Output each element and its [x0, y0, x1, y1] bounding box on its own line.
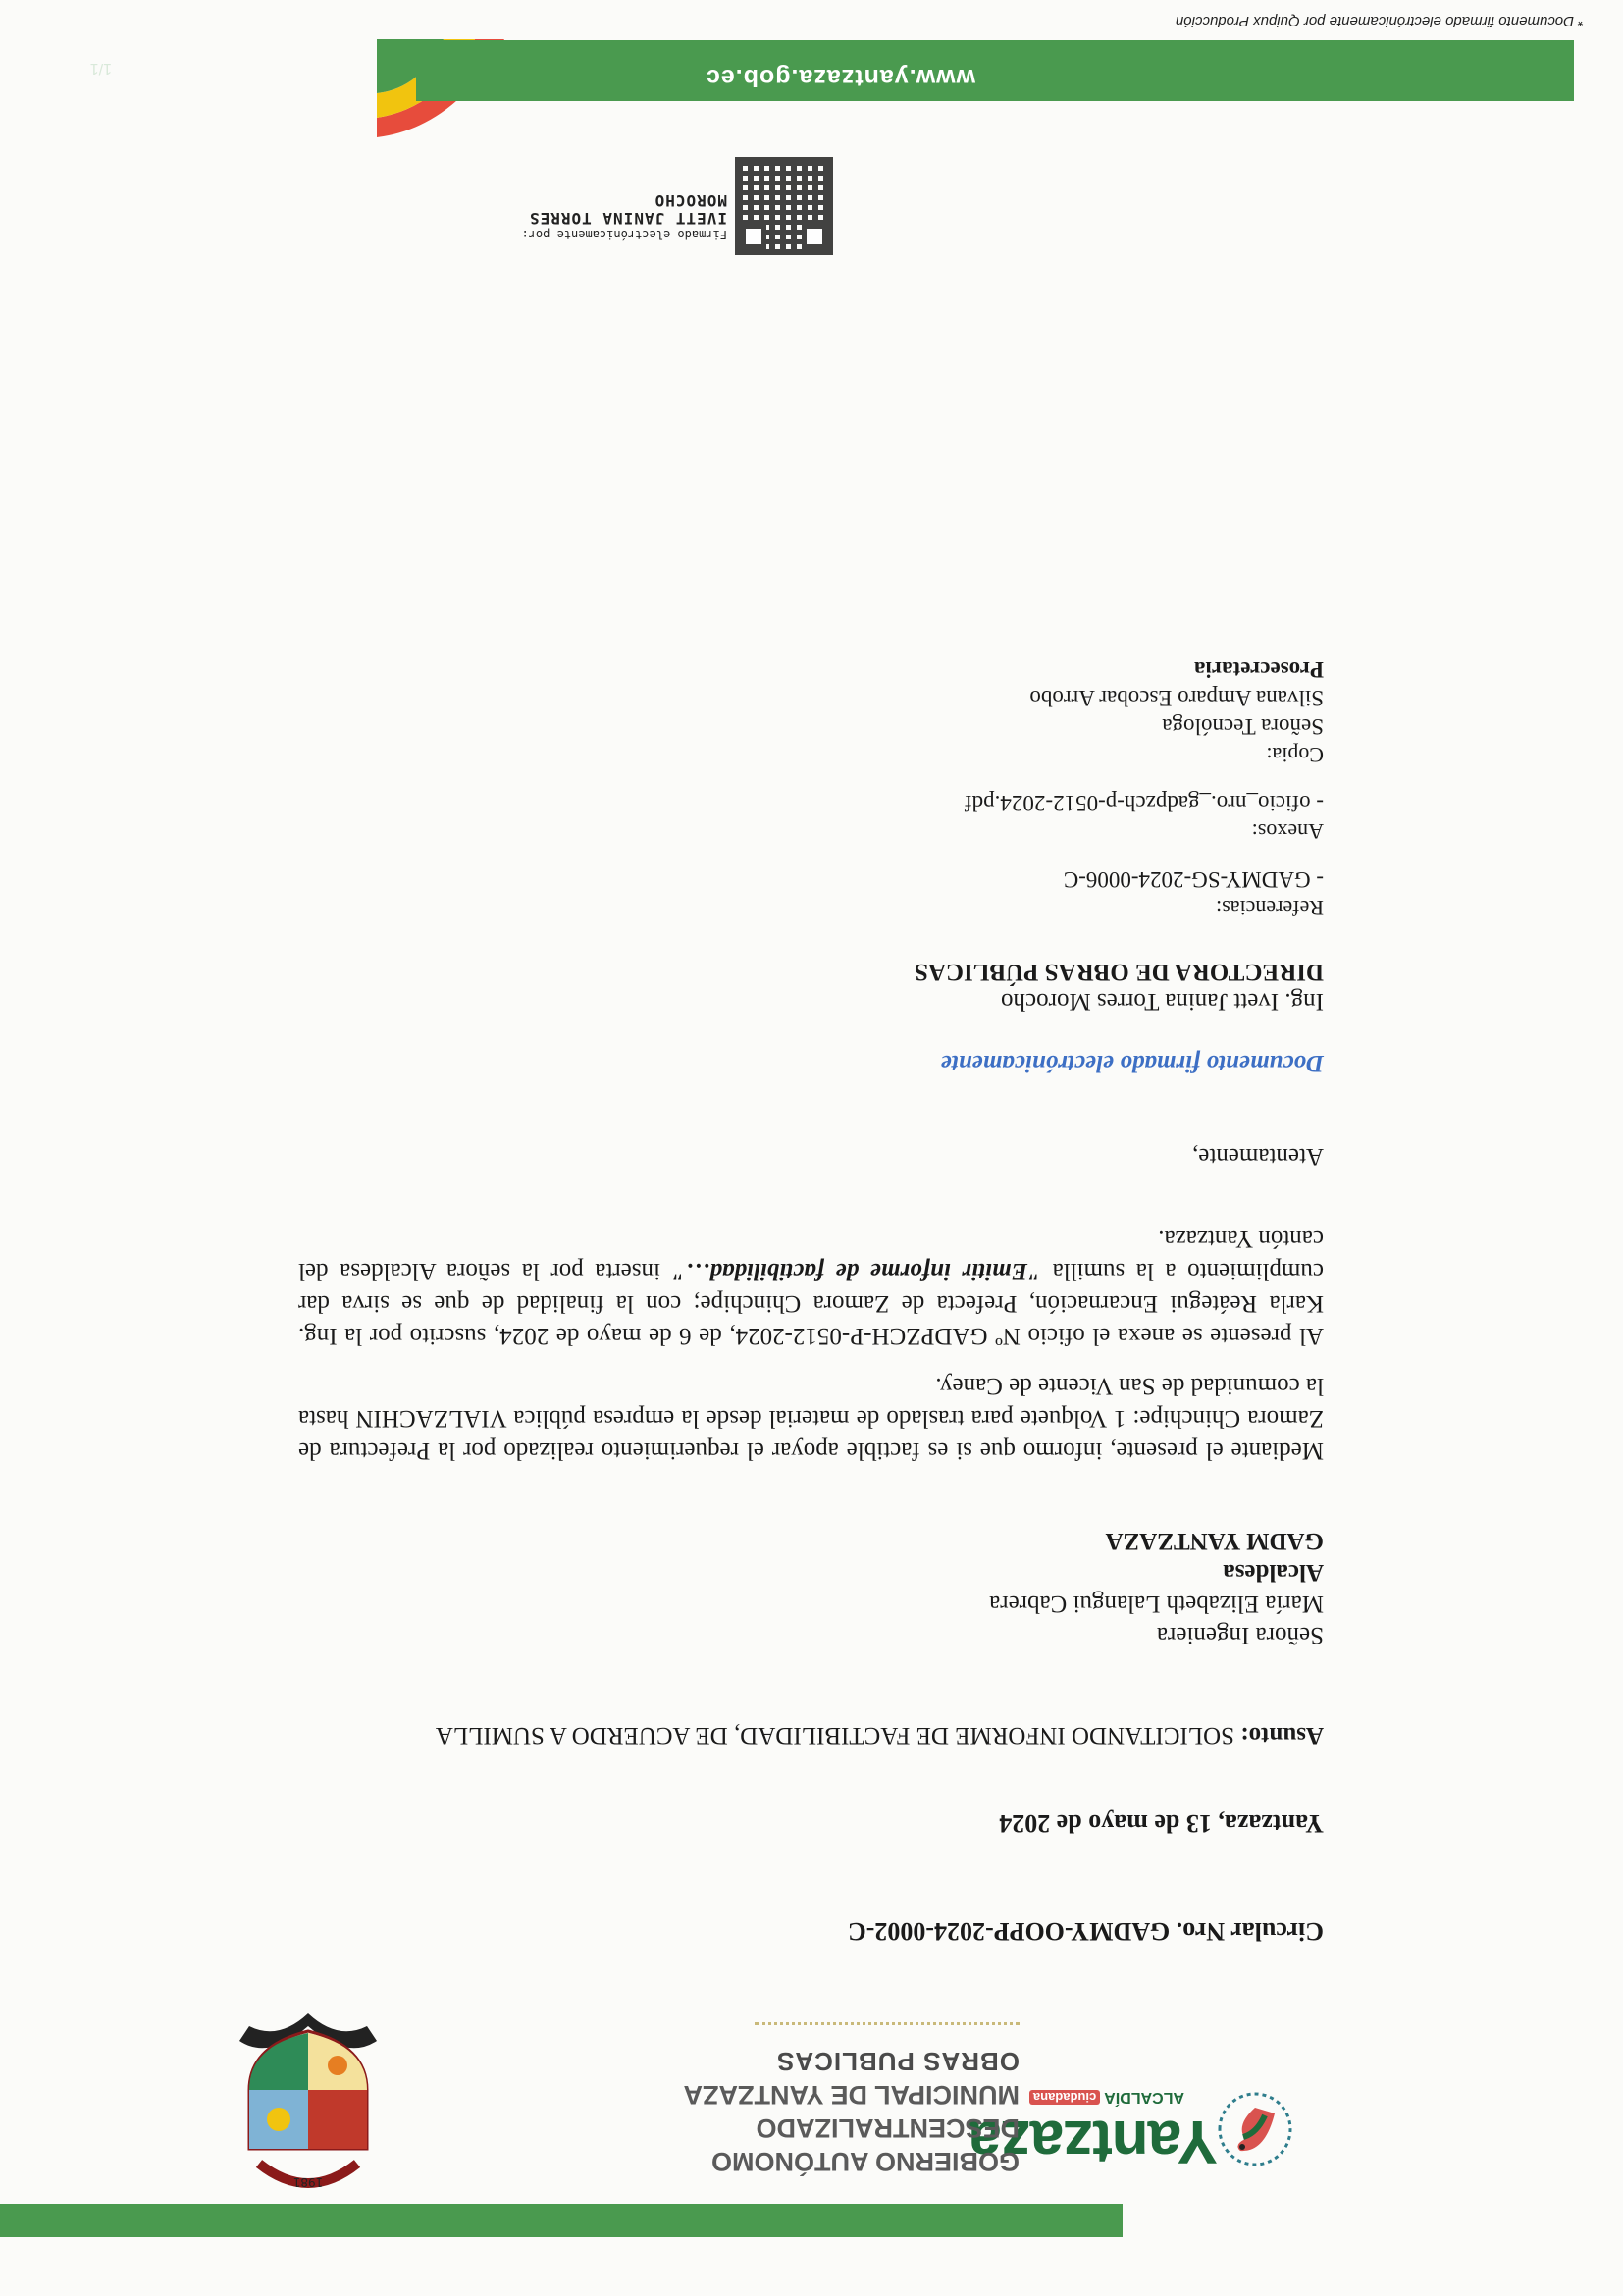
footer-green-bar: [416, 40, 1574, 101]
references-value: - GADMY-SG-2024-0006-C: [1063, 867, 1324, 892]
paragraph-1: Mediante el presente, informo que si es factible apoyar el requerimiento realizado por la Prefectura de Zamora Chinchipe: 1 Volquete para traslado de material desde la empresa pública VIALZACHIN hasta la comunidad de San Vicente de Caney.: [298, 1373, 1324, 1464]
institution-title: [470, 2022, 1020, 2178]
recipient-position: Alcaldesa: [1223, 1559, 1324, 1586]
department-name: OBRAS PUBLICAS: [775, 2047, 1020, 2076]
dotted-divider: [755, 2022, 1020, 2035]
circular-number: Circular Nro. GADMY-OOPP-2024-0002-C: [847, 1917, 1324, 1946]
yantzaza-logo: [969, 2078, 1294, 2186]
signer-position: DIRECTORA DE OBRAS PÚBLICAS: [915, 959, 1324, 985]
institution-line-1: GOBIERNO AUTÓNOMO DESCENTRALIZADO: [711, 2113, 1020, 2176]
qr-signature-text: [521, 191, 727, 241]
coat-year: 1981: [292, 2175, 324, 2189]
bird-logo-icon: [1216, 2088, 1294, 2172]
copy-position: Prosecretaria: [1194, 657, 1324, 682]
recipient-institution: GADM YANTZAZA: [1105, 1528, 1324, 1554]
footer-website: www.yantzaza.gob.ec: [705, 64, 975, 91]
qr-signed-by: Firmado electrónicamente por:: [521, 228, 727, 241]
footer-quipux-note: * Documento firmado electrónicamente por Quipux Producción: [1175, 13, 1584, 29]
copy-name: Silvana Amparo Escobar Arrobo: [1029, 686, 1324, 710]
header-green-bar: [0, 2204, 1123, 2237]
subject-text: SOLICITANDO INFORME DE FACTIBILIDAD, DE ACUERDO A SUMILLA: [435, 1722, 1234, 1748]
sumilla-quote: "Emitir informe de factibilidad…": [671, 1258, 1041, 1284]
qr-code-icon: [735, 157, 833, 255]
signer-block: [915, 957, 1324, 1016]
institution-line-2: MUNICIPAL DE YANTZAZA: [683, 2080, 1020, 2110]
logo-wordmark: Yantzaza: [969, 2108, 1218, 2175]
document-date: Yantzaza, 13 de mayo de 2024: [999, 1809, 1324, 1838]
signer-name: Ing. Ivett Janina Torres Morocho: [1001, 988, 1324, 1015]
logo-tag: ciudadana: [1029, 2090, 1100, 2105]
qr-signer-name-2: MOROCHO: [654, 191, 727, 210]
references-block: [965, 655, 1324, 922]
qr-signature-stamp: [499, 147, 833, 255]
recipient-name: María Elizabeth Lalangui Cabrera: [989, 1591, 1324, 1617]
recipient-title: Señora Ingeniera: [1156, 1622, 1324, 1648]
copy-title: Señora Tecnóloga: [1162, 714, 1324, 739]
copy-label: Copia:: [1266, 743, 1324, 767]
annex-value: - oficio_nro._gadpzch-p-0512-2024.pdf: [965, 791, 1324, 815]
paragraph-2: [298, 1223, 1324, 1352]
subject-line: [313, 1719, 1324, 1751]
electronic-signature-note: Documento firmado electrónicamente: [940, 1050, 1324, 1076]
references-label: Referencias:: [1216, 896, 1324, 920]
subject-label: Asunto:: [1240, 1722, 1324, 1748]
annex-label: Anexos:: [1251, 819, 1324, 844]
paragraph-2-end: inserta por la señora Alcaldesa del cantón Yantzaza.: [298, 1226, 1324, 1284]
coat-of-arms-icon: [220, 2011, 396, 2208]
closing: Atentamente,: [1192, 1143, 1324, 1170]
page-number: 1/1: [89, 60, 112, 77]
qr-signer-name-1: IVETT JANINA TORRES: [528, 209, 727, 228]
logo-subtitle: ALCALDÍAciudadana: [1029, 2088, 1184, 2106]
recipient-block: [989, 1525, 1324, 1650]
paragraph-2-start: Al presente se anexa el oficio Nº GADPZCH-P-0512-2024, de 6 de mayo de 2024, suscrito por la Ing. Karla Reátegui Encarnación, Prefecta de Zamora Chinchipe; con la finalidad de que se sirva dar cumplimiento a la sumilla: [298, 1258, 1324, 1349]
